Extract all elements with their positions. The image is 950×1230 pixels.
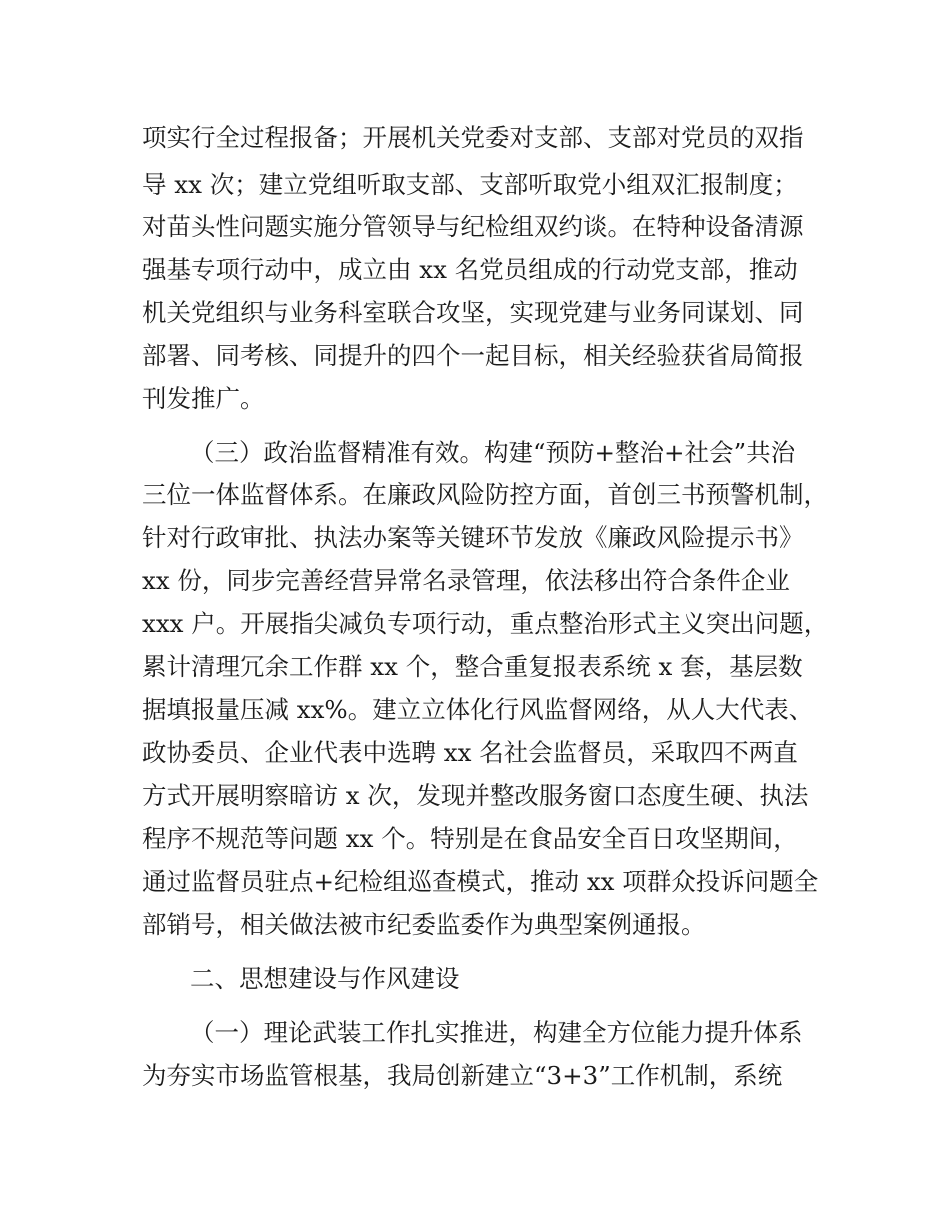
text-line: 为夯实市场监管根基，我局创新建立“3+3”工作机制，系统 <box>142 1061 783 1090</box>
text-line: 程序不规范等问题 xx 个。特别是在食品安全百日攻坚期间， <box>142 824 798 853</box>
text-line: 部销号，相关做法被市纪委监委作为典型案例通报。 <box>142 910 706 939</box>
text-line: 强基专项行动中，成立由 xx 名党员组成的行动党支部，推动 <box>142 255 798 284</box>
text-line: 针对行政审批、执法办案等关键环节发放《廉政风险提示书》 <box>142 523 804 552</box>
text-line: 项实行全过程报备；开展机关党委对支部、支部对党员的双指 <box>142 123 804 152</box>
text-line: 三位一体监督体系。在廉政风险防控方面，首创三书预警机制， <box>142 480 828 509</box>
text-line: xx 份，同步完善经营异常名录管理，依法移出符合条件企业 <box>142 566 790 595</box>
text-line: 累计清理冗余工作群 xx 个，整合重复报表系统 x 套，基层数 <box>142 652 803 681</box>
text-line: 政协委员、企业代表中选聘 xx 名社会监督员，采取四不两直 <box>142 738 798 767</box>
subsection-heading: （一）理论武装工作扎实推进，构建全方位能力提升体系 <box>190 1018 803 1047</box>
text-line: 部署、同考核、同提升的四个一起目标，相关经验获省局简报 <box>142 341 804 370</box>
text-line: 据填报量压减 xx%。建立立体化行风监督网络，从人大代表、 <box>142 695 814 724</box>
text-line: 机关党组织与业务科室联合攻坚，实现党建与业务同谋划、同 <box>142 298 804 327</box>
text-line: 刊发推广。 <box>142 384 265 413</box>
section-title: 二、思想建设与作风建设 <box>190 964 460 993</box>
text-line: 通过监督员驻点+纪检组巡查模式，推动 xx 项群众投诉问题全 <box>142 867 819 896</box>
text-line: xxx 户。开展指尖减负专项行动，重点整治形式主义突出问题， <box>142 609 829 638</box>
section-heading: （三）政治监督精准有效。构建“预防+整治+社会”共治 <box>190 438 796 467</box>
text-line: 对苗头性问题实施分管领导与纪检组双约谈。在特种设备清源 <box>142 212 804 241</box>
text-line: 方式开展明察暗访 x 次，发现并整改服务窗口态度生硬、执法 <box>142 781 809 810</box>
text-line: 导 xx 次；建立党组听取支部、支部听取党小组双汇报制度； <box>142 170 798 199</box>
